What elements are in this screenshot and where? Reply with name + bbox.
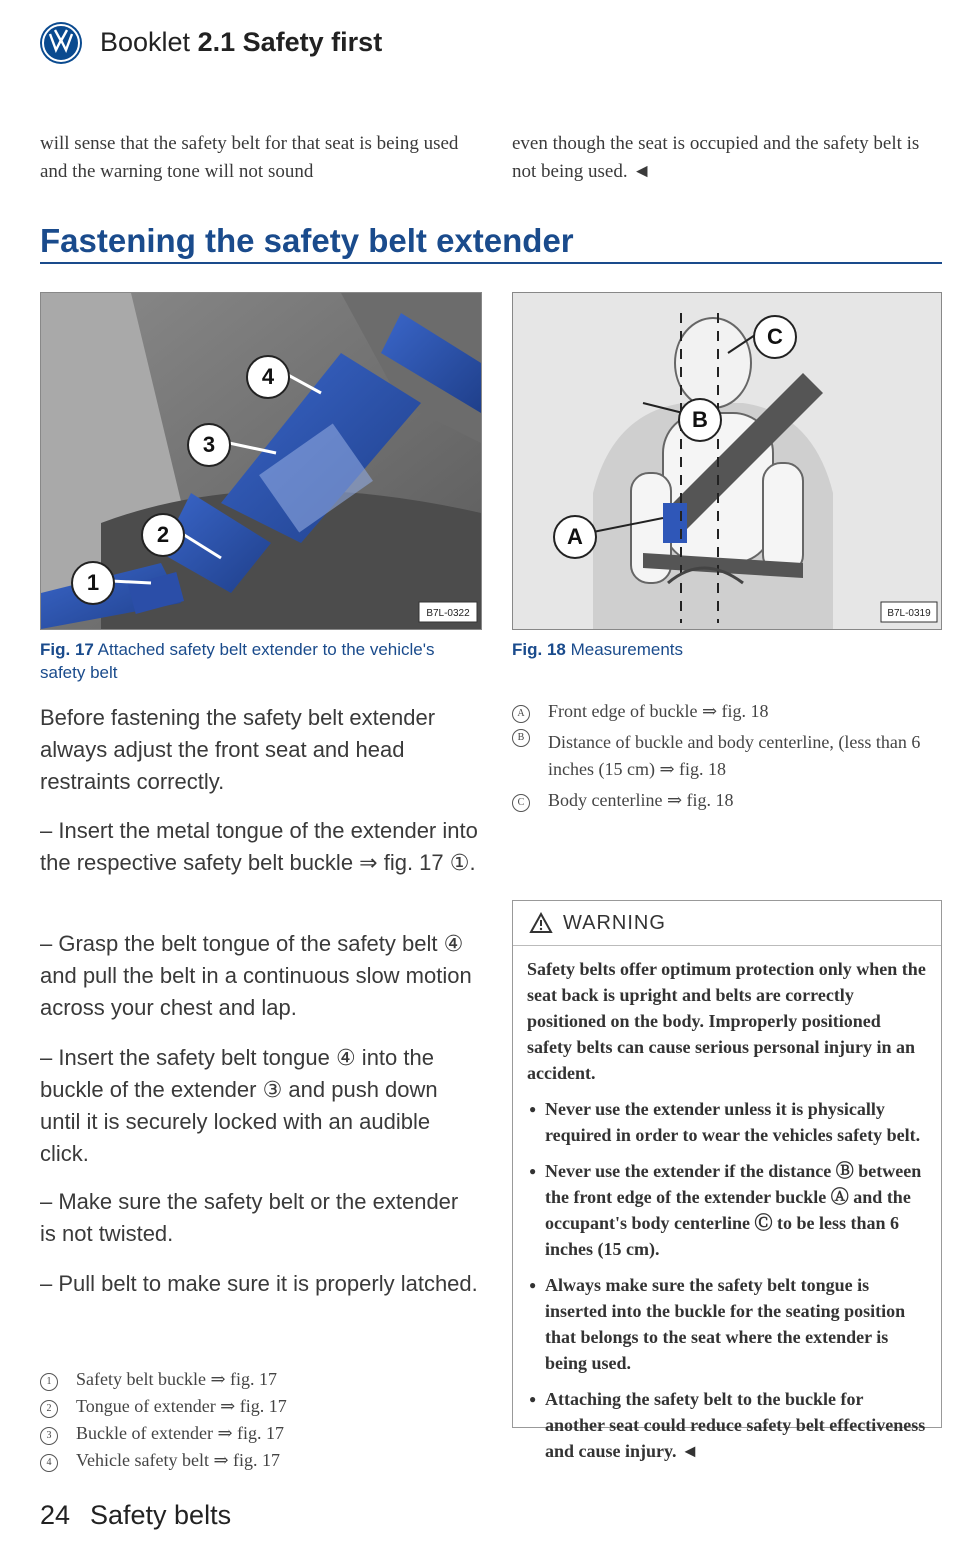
legend-item: 3 Buckle of extender ⇒ fig. 17 bbox=[40, 1420, 480, 1447]
vw-logo bbox=[40, 22, 82, 64]
figure-17-code: B7L-0322 bbox=[426, 608, 470, 619]
intro-left: will sense that the safety belt for that seat is being used and the warning tone will not sound bbox=[40, 133, 459, 182]
warning-title: WARNING bbox=[563, 911, 666, 934]
legend-item: 1 Safety belt buckle ⇒ fig. 17 bbox=[40, 1366, 480, 1393]
warning-bullet: ● Never use the extender unless it is physically required in order to wear the vehicles safety belt. bbox=[527, 1096, 927, 1148]
figure-18-number: Fig. 18 bbox=[512, 640, 566, 659]
section-rule bbox=[40, 262, 942, 264]
chapter-title: Safety belts bbox=[90, 1500, 232, 1530]
step-4: – Make sure the safety belt or the extender is not twisted. bbox=[40, 1189, 459, 1246]
legend-item: C Body centerline ⇒ fig. 18 bbox=[512, 787, 940, 814]
end-mark-icon: ◄ bbox=[632, 161, 652, 182]
callout-4: 4 bbox=[246, 355, 290, 399]
warning-box bbox=[512, 900, 942, 1461]
section-name: Safety first bbox=[242, 27, 383, 57]
callout-1: 1 bbox=[71, 561, 115, 605]
figure-17-caption bbox=[40, 638, 480, 684]
intro-right bbox=[512, 130, 942, 186]
step-5: – Pull belt to make sure it is properly latched. bbox=[40, 1271, 478, 1296]
legend-item: A Front edge of buckle ⇒ fig. 18 bbox=[512, 698, 940, 725]
step-3: – Insert the safety belt tongue ④ into the buckle of the extender ③ and push down until it is securely locked with an audible click. bbox=[40, 1045, 438, 1166]
warning-header bbox=[513, 901, 941, 946]
step-2: – Grasp the belt tongue of the safety belt ④ and pull the belt in a continuous slow motion across your chest and lap. bbox=[40, 931, 472, 1020]
figure-18-caption-text: Measurements bbox=[570, 640, 684, 659]
warning-bullet: ● Never use the extender if the distance Ⓑ between the front edge of the extender buckle Ⓐ and the occupant's body centerline Ⓒ to be less than 6 inches (15 cm). bbox=[527, 1158, 927, 1262]
callout-2: 2 bbox=[141, 513, 185, 557]
warning-bullet: ● Attaching the safety belt to the buckle for another seat could reduce safety belt effectiveness and cause injury. ◄ bbox=[527, 1386, 927, 1464]
callout-c: C bbox=[753, 315, 797, 359]
figure-18-caption bbox=[512, 638, 940, 661]
figure-17-caption-text: Attached safety belt extender to the vehicle's safety belt bbox=[40, 640, 435, 682]
figure-17-image bbox=[40, 292, 482, 630]
warning-lead: Safety belts offer optimum protection only when the seat back is upright and belts are correctly positioned on the body. Improperly positioned safety belts can cause serious personal injury in an accident. bbox=[527, 959, 926, 1083]
warning-bullet: ● Always make sure the safety belt tongue is inserted into the buckle for the seating position that belongs to the seat where the extender is being used. bbox=[527, 1272, 927, 1376]
intro-paragraph: Before fastening the safety belt extender always adjust the front seat and head restraints correctly. bbox=[40, 705, 436, 794]
running-header bbox=[100, 27, 382, 58]
page-number: 24 bbox=[40, 1500, 71, 1530]
legend-fig-18 bbox=[512, 698, 940, 814]
legend-fig-17 bbox=[40, 1366, 480, 1474]
callout-3: 3 bbox=[187, 423, 231, 467]
intro-right-text: even though the seat is occupied and the safety belt is not being used. bbox=[512, 133, 920, 182]
crash-dummy-measurement-illustration bbox=[513, 293, 941, 629]
figure-18-image bbox=[512, 292, 942, 630]
figure-18-code: B7L-0319 bbox=[887, 608, 931, 619]
legend-item: 4 Vehicle safety belt ⇒ fig. 17 bbox=[40, 1447, 480, 1474]
legend-item: B Distance of buckle and body centerline, (less than 6 inches (15 cm) ⇒ fig. 18 bbox=[512, 729, 940, 783]
warning-body bbox=[513, 946, 941, 1464]
section-title: Fastening the safety belt extender bbox=[40, 222, 574, 259]
step-1: – Insert the metal tongue of the extender into the respective safety belt buckle ⇒ fig. 17 ①. bbox=[40, 818, 478, 875]
booklet-number: 2.1 bbox=[197, 27, 236, 57]
booklet-label: Booklet bbox=[100, 27, 191, 57]
figure-17-number: Fig. 17 bbox=[40, 640, 94, 659]
warning-triangle-icon bbox=[529, 912, 553, 934]
legend-item: 2 Tongue of extender ⇒ fig. 17 bbox=[40, 1393, 480, 1420]
callout-a: A bbox=[553, 515, 597, 559]
callout-b: B bbox=[678, 398, 722, 442]
